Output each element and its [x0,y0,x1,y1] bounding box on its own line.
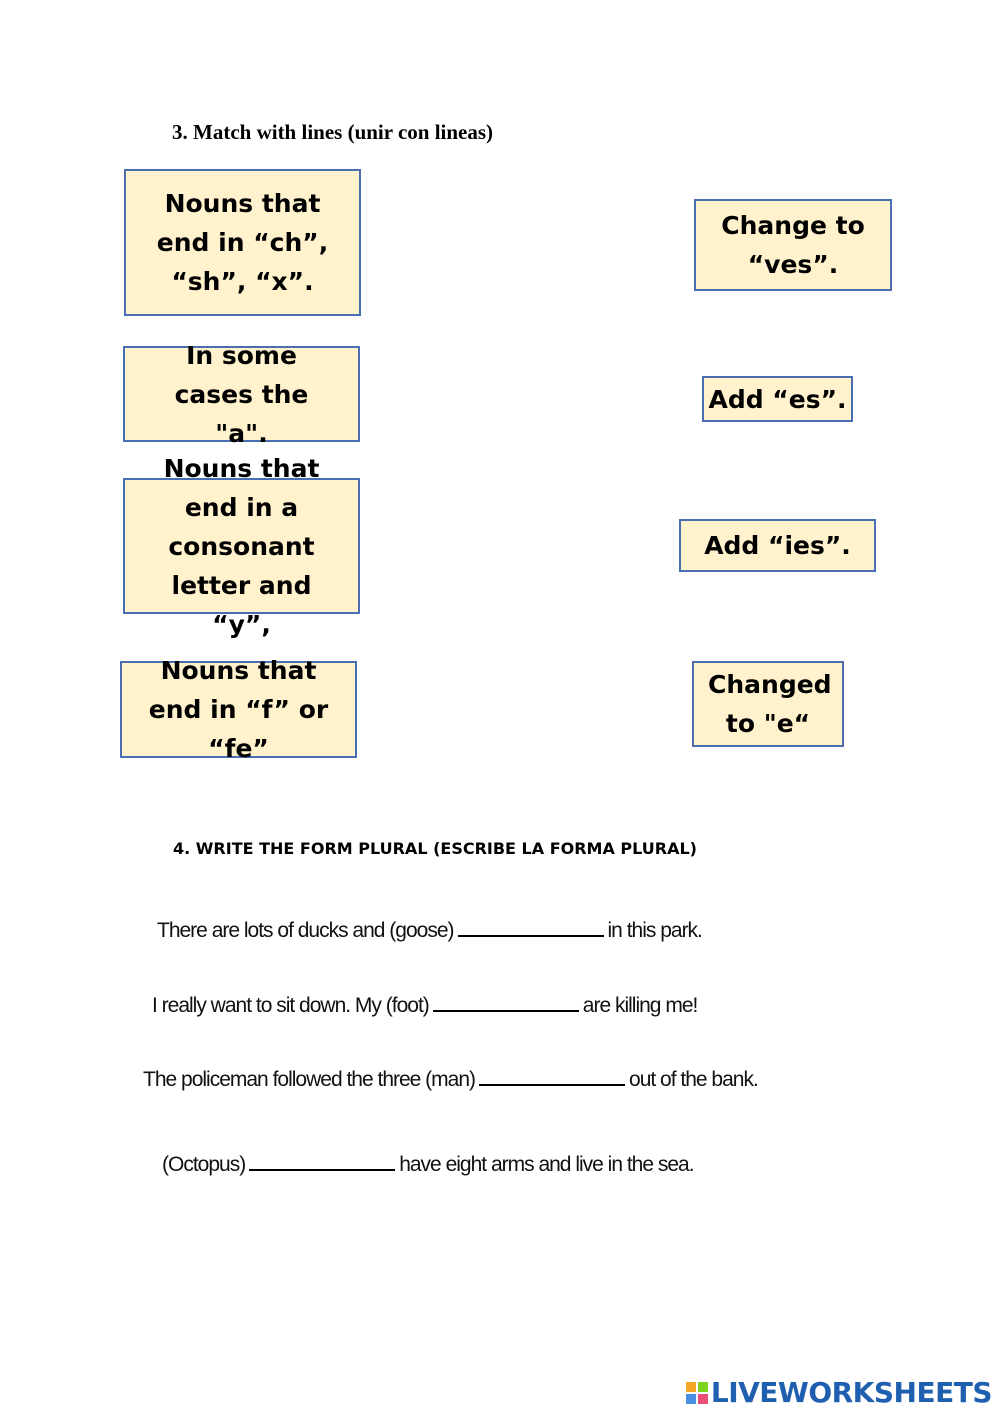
match-right-box-4[interactable] [692,661,844,747]
match-right-box-3-text: Add “ies”. [704,531,851,560]
sentence-2-after: are killing me! [582,994,698,1017]
sentence-1-before: There are lots of ducks and (goose) [157,919,454,942]
match-left-box-4[interactable] [120,656,357,763]
match-right-box-1[interactable] [694,199,892,291]
liveworksheets-branding [686,1376,992,1409]
answer-blank-1[interactable] [458,915,604,937]
match-left-box-2[interactable] [123,340,360,448]
answer-blank-4[interactable] [249,1149,395,1171]
match-left-box-2-text: In some cases the "a". [174,340,309,448]
sentence-3 [143,1064,758,1092]
match-left-box-3[interactable] [123,453,360,639]
match-left-box-3-text: Nouns that end in a consonant letter and “y”, [163,453,320,639]
sentence-1 [157,915,702,943]
match-right-box-4-text: Changed to "e“ [708,670,832,738]
match-left-box-1-text: Nouns that end in “ch”, “sh”, “x”. [156,189,329,296]
liveworksheets-logo-icon [686,1382,708,1404]
sentence-4-after: have eight arms and live in the sea. [399,1153,694,1176]
sentence-3-after: out of the bank. [629,1068,758,1091]
sentence-1-after: in this park. [607,919,702,942]
sentence-3-before: The policeman followed the three (man) [143,1068,476,1091]
match-right-box-3[interactable] [679,519,876,572]
answer-blank-2[interactable] [433,990,579,1012]
answer-blank-3[interactable] [479,1064,625,1086]
match-left-box-4-text: Nouns that end in “f” or “fe” [148,656,329,763]
sentence-4 [162,1149,694,1177]
exercise-3-heading: 3. Match with lines (unir con lineas) [172,120,494,144]
liveworksheets-wordmark: LIVEWORKSHEETS [710,1376,992,1409]
match-right-box-2[interactable] [702,376,853,422]
match-right-box-2-text: Add “es”. [708,384,847,414]
match-right-box-1-text: Change to “ves”. [721,211,865,279]
sentence-4-before: (Octopus) [162,1153,246,1176]
exercise-4-heading: 4. WRITE THE FORM PLURAL (ESCRIBE LA FORMA PLURAL) [173,839,697,858]
sentence-2 [152,990,697,1018]
sentence-2-before: I really want to sit down. My (foot) [152,994,429,1017]
match-left-box-1[interactable] [124,169,361,316]
